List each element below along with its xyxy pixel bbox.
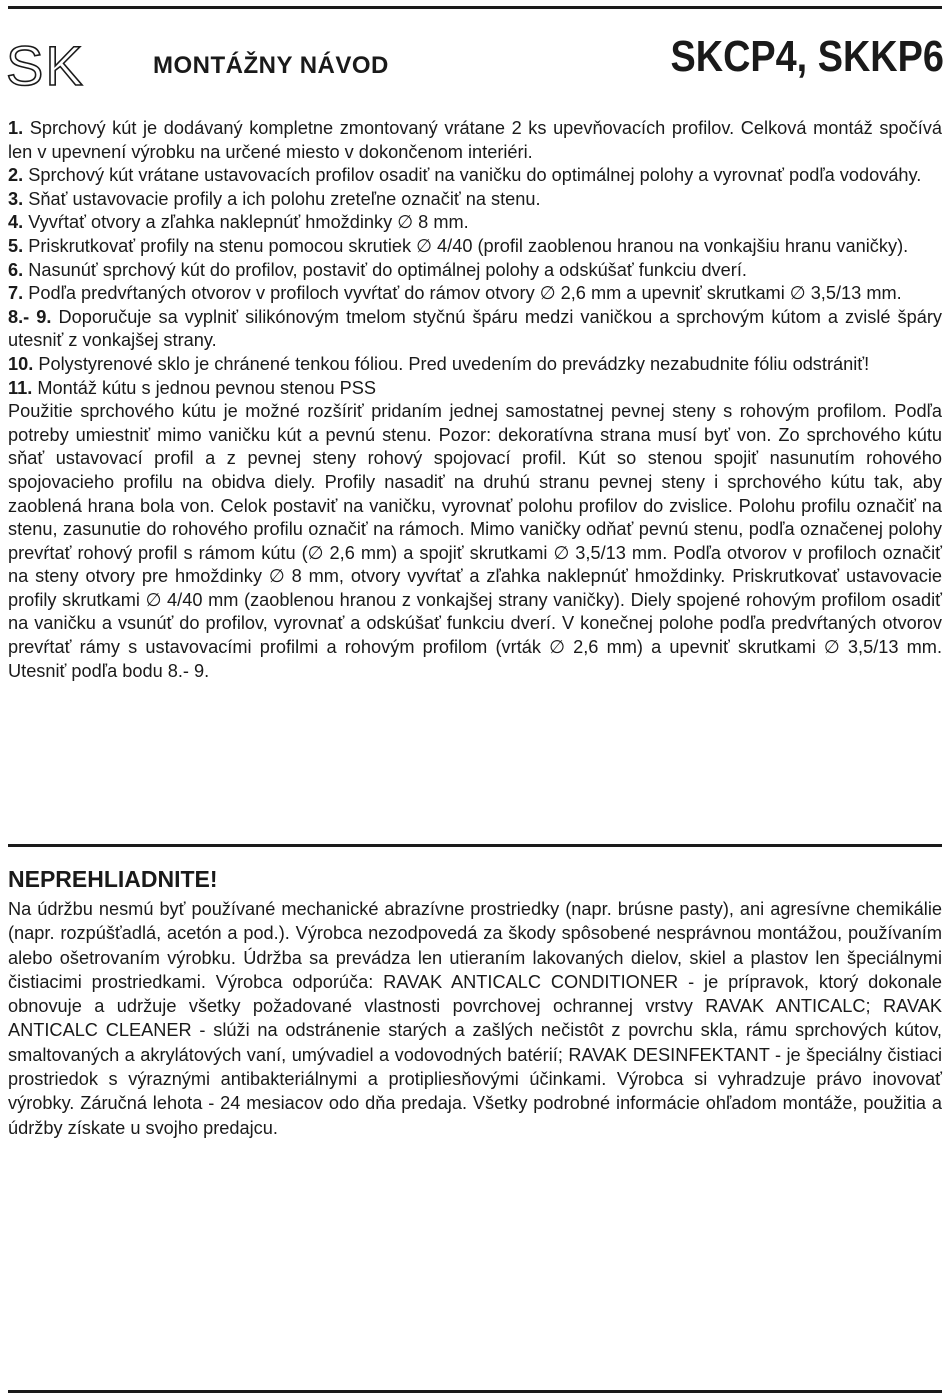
step-8-9 <box>8 306 942 353</box>
step-text: Priskrutkovať profily na stenu pomocou skrutiek ∅ 4/40 (profil zaoblenou hranou na vonkajšiu hranu vaničky). <box>23 235 909 256</box>
step-text: Nasunúť sprchový kút do profilov, postaviť do optimálnej polohy a odskúšať funkciu dverí. <box>23 259 747 280</box>
step-10 <box>8 353 942 377</box>
step-number: 2. <box>8 165 24 186</box>
step-number: 11. <box>8 377 33 398</box>
step-text: Sňať ustavovacie profily a ich polohu zreteľne označiť na stenu. <box>23 188 541 209</box>
step-11 <box>8 377 942 401</box>
step-text: Polystyrenové sklo je chránené tenkou fóliou. Pred uvedením do prevádzky nezabudnite fóliu odstrániť! <box>33 353 870 374</box>
step-number: 3. <box>8 188 24 209</box>
warning-title: NEPREHLIADNITE! <box>8 866 218 892</box>
section-divider <box>8 844 942 847</box>
step-number: 5. <box>8 235 24 256</box>
step-5 <box>8 235 942 259</box>
document-title: MONTÁŽNY NÁVOD <box>153 52 389 79</box>
model-number: SKCP4, SKKP6 <box>670 32 944 81</box>
step-text: Sprchový kút vrátane ustavovacích profilov osadiť na vaničku do optimálnej polohy a vyrovnať podľa vodováhy. <box>23 165 922 186</box>
bottom-rule <box>8 1390 942 1393</box>
instructions <box>8 117 942 683</box>
step-text: Vyvŕtať otvory a zľahka naklepnúť hmoždinky ∅ 8 mm. <box>23 212 469 233</box>
language-code: SK <box>6 34 85 97</box>
step-number: 8.- 9. <box>8 306 52 327</box>
step-number: 4. <box>8 212 24 233</box>
step-number: 6. <box>8 259 24 280</box>
step-text: Podľa predvŕtaných otvorov v profiloch vyvŕtať do rámov otvory ∅ 2,6 mm a upevniť skrutkami ∅ 3,5/13 mm. <box>23 283 902 304</box>
step-2 <box>8 164 942 188</box>
step-text: Montáž kútu s jednou pevnou stenou PSS <box>32 377 377 398</box>
step-number: 10. <box>8 353 34 374</box>
step-text: Doporučuje sa vyplniť silikónovým tmelom styčnú špáru medzi vaničkou a sprchovým kútom a zvislé špáry utesniť z vonkajšej strany. <box>8 306 942 351</box>
step-11-body: Použitie sprchového kútu je možné rozšíriť pridaním jednej samostatnej pevnej steny s rohovým profilom. Podľa potreby umiestniť mimo vaničku kút a pevnú stenu. Pozor: dekoratívna strana musí byť von. Zo sprchového kútu sňať ustavovací profil a z pevnej steny rohový spojovací profil. Kút so stenou spojiť nasunutím rohového spojovacieho profilu na obidva diely. Profily nasadiť na druhú stranu pevnej steny i sprchového kútu tak, aby zaoblená hrana bola von. Celok postaviť na vaničku, vyrovnať polohu profilov do zvislice. Polohu profilu označiť na stenu, zasunutie do rohového profilu označiť na rámoch. Mimo vaničky odňať pevnú stenu, podľa označenej polohy prevŕtať rohový profil s rámom kútu (∅ 2,6 mm) a spojiť skrutkami ∅ 3,5/13 mm. Podľa otvorov v profiloch označiť na steny otvory pre hmoždinky ∅ 8 mm, otvory vyvŕtať a zľahka naklepnúť hmoždinky. Priskrutkovať ustavovacie profily skrutkami ∅ 4/40 mm (zaoblenou hranou z vonkajšej strany vaničky). Diely spojené rohovým profilom osadiť na vaničku a vsunúť do profilov, vyrovnať a odskúšať funkciu dverí. V konečnej polohe podľa predvŕtaných otvorov prevŕtať rámy s ustavovacími profilmi a rohovým profilom (vrták ∅ 2,6 mm) a upevniť skrutkami ∅ 3,5/13 mm. Utesniť podľa bodu 8.- 9. <box>8 401 942 681</box>
step-3 <box>8 188 942 212</box>
step-text: Sprchový kút je dodávaný kompletne zmontovaný vrátane 2 ks upevňovacích profilov. Celková montáž spočívá len v upevnení výrobku na určené miesto v dokončenom interiéri. <box>8 118 942 162</box>
step-number: 1. <box>8 118 24 138</box>
step-1 <box>8 117 942 164</box>
step-6 <box>8 259 942 283</box>
step-number: 7. <box>8 283 24 304</box>
step-4 <box>8 211 942 235</box>
top-rule <box>8 6 942 9</box>
warning-body: Na údržbu nesmú byť používané mechanické abrazívne prostriedky (napr. brúsne pasty), ani agresívne chemikálie (napr. rozpúšťadlá, acetón a pod.). Výrobca nezodpovedá za škody spôsobené nesprávnou montážou, používaním alebo ošetrovaním výrobku. Údržba sa prevádza len utieraním lakovaných dielov, skiel a plastov len špeciálnymi čistiacimi prostriedkami. Výrobca odporúča: RAVAK ANTICALC CONDITIONER - je prípravok, ktorý dokonale obnovuje a udržuje všetky požadované vlastnosti povrchovej ochrannej vrstvy RAVAK ANTICALC; RAVAK ANTICALC CLEANER - slúži na odstránenie starých a zašlých nečistôt z povrchu skla, rámu sprchových kútov, smaltovaných a akrylátových vaní, umývadiel a vodovodných batérií; RAVAK DESINFEKTANT - je špeciálny čistiaci prostriedok s výraznými antibakteriálnymi a protipliesňovými účinkami. Výrobca si vyhradzuje právo inovovať výrobky. Záručná lehota - 24 mesiacov odo dňa predaja. Všetky podrobné informácie ohľadom montáže, použitia a údržby získate u svojho predajcu. <box>8 899 942 1138</box>
step-7 <box>8 282 942 306</box>
